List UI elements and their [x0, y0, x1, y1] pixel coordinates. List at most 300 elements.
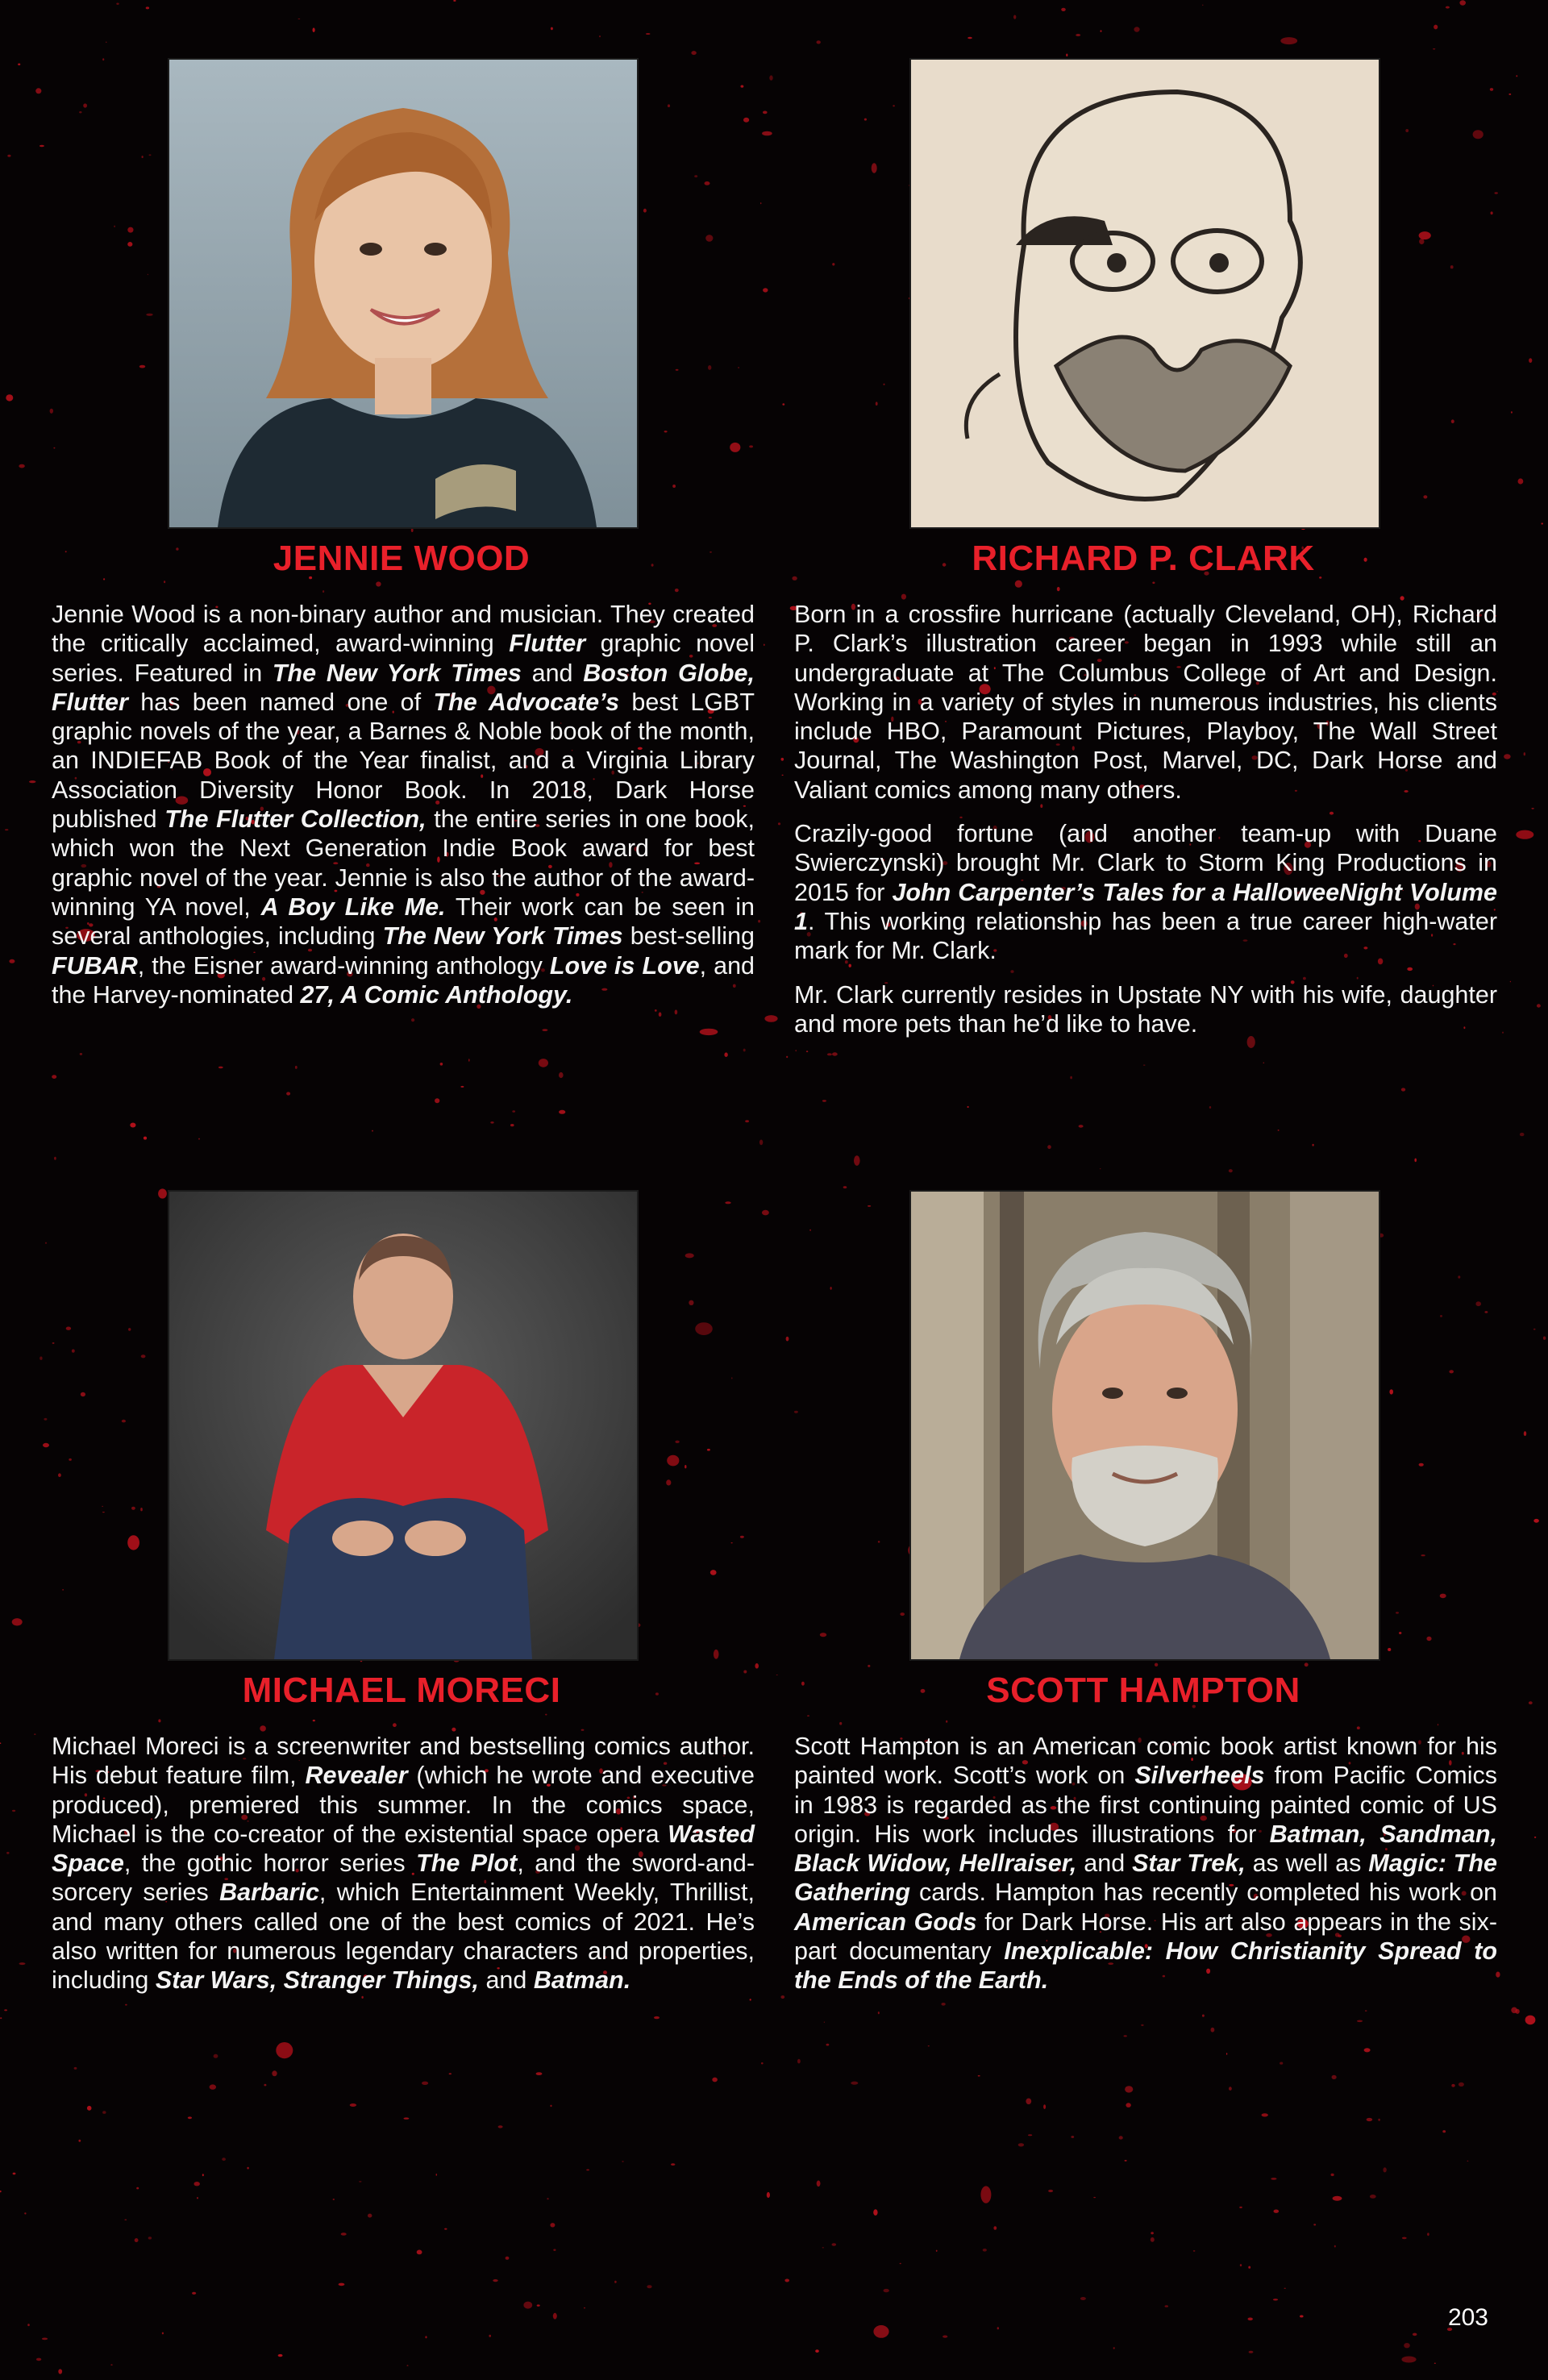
splatter-dot	[29, 780, 35, 783]
splatter-dot	[333, 2199, 335, 2200]
splatter-dot	[745, 1120, 749, 1122]
splatter-dot	[884, 384, 885, 385]
splatter-dot	[34, 1733, 36, 1735]
bio-text-run: from Pacific Comics in 1983 is regarded as the first continuing painted comic of US origin. His work includes illustrations for	[794, 1762, 1497, 1848]
splatter-dot	[1274, 2210, 1280, 2213]
splatter-dot	[83, 103, 87, 107]
splatter-dot	[1510, 981, 1511, 983]
splatter-dot	[1524, 752, 1525, 755]
splatter-dot	[53, 447, 55, 449]
splatter-dot	[1421, 1554, 1425, 1556]
splatter-dot	[1396, 1612, 1399, 1613]
splatter-dot	[901, 594, 906, 600]
splatter-dot	[731, 1377, 732, 1379]
splatter-dot	[313, 27, 315, 32]
splatter-dot	[536, 2072, 543, 2075]
splatter-dot	[1209, 1106, 1211, 1109]
splatter-dot	[404, 2117, 410, 2119]
splatter-dot	[1502, 1032, 1504, 1034]
bio-text-run: as well as	[1245, 1849, 1369, 1878]
splatter-dot	[144, 1137, 147, 1140]
splatter-dot	[5, 829, 8, 830]
splatter-dot	[809, 1230, 811, 1231]
splatter-dot	[654, 2016, 660, 2019]
splatter-dot	[1389, 1389, 1393, 1394]
splatter-dot	[550, 2223, 555, 2227]
splatter-dot	[581, 1729, 585, 1731]
splatter-dot	[755, 1663, 759, 1669]
splatter-dot	[9, 959, 15, 963]
splatter-dot	[1143, 1065, 1146, 1066]
splatter-dot	[131, 1507, 135, 1510]
splatter-dot	[675, 1441, 679, 1443]
splatter-dot	[782, 403, 784, 406]
splatter-dot	[724, 1052, 727, 1057]
splatter-dot	[198, 1138, 200, 1140]
splatter-dot	[694, 175, 697, 177]
splatter-dot	[36, 2358, 41, 2361]
portrait-michael-moreci	[169, 1192, 637, 1659]
bio-text-run: for Dark Horse. His art also appears in the six-part documentary	[794, 1908, 1497, 1966]
splatter-dot	[1152, 582, 1155, 585]
splatter-dot	[1124, 2035, 1127, 2037]
splatter-dot	[286, 1092, 290, 1095]
splatter-dot	[197, 2197, 198, 2199]
splatter-dot	[140, 1508, 143, 1511]
page-number: 203	[1447, 2304, 1488, 2331]
splatter-dot	[839, 1722, 842, 1725]
splatter-dot	[1534, 1837, 1536, 1838]
splatter-dot	[188, 2116, 192, 2119]
bio-title-emphasis: Silverheels	[1134, 1762, 1265, 1790]
splatter-dot	[1134, 27, 1139, 31]
richard-clark-bio	[794, 600, 1497, 1053]
splatter-dot	[559, 1110, 565, 1114]
bio-text-run: Mr. Clark currently resides in Upstate NY with his wife, daughter and more pets than he’d like to have.	[794, 980, 1497, 1038]
bio-title-emphasis: Inexplicable: How Christianity Spread to the Ends of the Earth.	[794, 1937, 1497, 1995]
splatter-dot	[878, 2012, 880, 2014]
splatter-dot	[0, 2017, 2, 2019]
splatter-dot	[372, 1130, 373, 1132]
bio-paragraph	[52, 600, 755, 1009]
scott-hampton-photo	[909, 1190, 1380, 1661]
splatter-dot	[1119, 2136, 1123, 2139]
splatter-dot	[444, 2228, 447, 2230]
splatter-dot	[1141, 2024, 1143, 2026]
splatter-dot	[523, 2302, 532, 2309]
splatter-dot	[7, 155, 10, 157]
splatter-dot	[1018, 2143, 1024, 2146]
splatter-dot	[218, 1067, 223, 1069]
splatter-dot	[1524, 1431, 1526, 1436]
portrait-jennie-wood	[169, 60, 637, 527]
splatter-dot	[983, 2249, 987, 2252]
splatter-dot	[643, 209, 647, 213]
splatter-dot	[1401, 2357, 1416, 2363]
bio-text-run: (which he wrote and executive produced), premiered this summer. In the comics space, Michael is the co-creator of the existential space opera	[52, 1762, 755, 1848]
splatter-dot	[646, 33, 651, 35]
jennie-wood-bio	[52, 600, 755, 1024]
bio-text-run: , the Eisner award-winning anthology	[137, 951, 550, 980]
bio-title-emphasis: American Gods	[794, 1908, 977, 1936]
splatter-dot	[87, 2106, 92, 2111]
splatter-dot	[1066, 54, 1067, 57]
splatter-dot	[158, 1719, 160, 1722]
bio-title-emphasis: FUBAR	[52, 951, 138, 980]
splatter-dot	[542, 1029, 547, 1031]
splatter-dot	[146, 6, 149, 9]
splatter-dot	[547, 2198, 548, 2199]
splatter-dot	[102, 2111, 106, 2114]
splatter-dot	[339, 2283, 345, 2286]
splatter-dot	[832, 263, 834, 265]
splatter-dot	[116, 2, 119, 4]
splatter-dot	[1229, 2087, 1232, 2091]
splatter-dot	[782, 775, 784, 776]
splatter-dot	[72, 1350, 75, 1353]
splatter-dot	[141, 1354, 146, 1358]
splatter-dot	[0, 1742, 1, 1744]
splatter-dot	[1248, 2318, 1253, 2321]
bio-text-run: Scott Hampton is an American comic book artist known for his painted work. Scott’s work on	[794, 1733, 1497, 1790]
splatter-dot	[69, 1458, 72, 1461]
splatter-dot	[1459, 0, 1466, 5]
splatter-dot	[313, 1720, 315, 1721]
splatter-dot	[1401, 1088, 1405, 1091]
splatter-dot	[764, 644, 765, 647]
splatter-dot	[1262, 2113, 1268, 2116]
splatter-dot	[743, 118, 749, 123]
splatter-dot	[978, 2075, 980, 2077]
splatter-dot	[42, 2338, 48, 2340]
splatter-dot	[1467, 2161, 1469, 2162]
splatter-dot	[689, 1300, 693, 1305]
splatter-dot	[162, 2332, 164, 2335]
splatter-dot	[1449, 1370, 1454, 1373]
splatter-dot	[1334, 2245, 1336, 2248]
splatter-dot	[122, 1420, 126, 1423]
splatter-dot	[19, 464, 24, 468]
splatter-dot	[710, 1570, 717, 1575]
bio-title-emphasis: 27, A Comic Anthology.	[300, 980, 573, 1009]
splatter-dot	[13, 2173, 16, 2175]
splatter-dot	[1367, 2118, 1373, 2121]
splatter-dot	[993, 2226, 997, 2230]
splatter-dot	[1280, 37, 1297, 44]
splatter-dot	[1070, 1076, 1072, 1080]
bio-text-run: Michael Moreci is a screenwriter and bestselling comics author. His debut feature film,	[52, 1733, 755, 1790]
bio-title-emphasis: Batman, Sandman, Black Widow, Hellraiser,	[794, 1820, 1497, 1878]
bio-title-emphasis: The Advocate’s	[433, 688, 620, 716]
splatter-dot	[691, 51, 696, 55]
bio-text-run: has been named one of	[127, 688, 434, 716]
splatter-dot	[1426, 1637, 1431, 1641]
splatter-dot	[1511, 411, 1513, 414]
splatter-dot	[1229, 1169, 1233, 1172]
splatter-dot	[767, 2192, 770, 2198]
splatter-dot	[27, 2324, 30, 2326]
splatter-dot	[1399, 1632, 1401, 1634]
splatter-dot	[1459, 2082, 1464, 2087]
splatter-dot	[164, 580, 165, 583]
splatter-dot	[52, 1342, 55, 1344]
bio-title-emphasis: Boston Globe,	[583, 659, 755, 687]
splatter-dot	[295, 1066, 298, 1069]
splatter-dot	[1529, 1701, 1533, 1704]
splatter-dot	[1048, 2190, 1053, 2192]
splatter-dot	[1491, 211, 1493, 214]
bio-paragraph	[52, 1732, 755, 1995]
splatter-dot	[1484, 1311, 1488, 1313]
splatter-dot	[1475, 1301, 1481, 1306]
splatter-dot	[1419, 239, 1424, 244]
splatter-dot	[1531, 808, 1533, 809]
splatter-dot	[50, 409, 53, 414]
splatter-dot	[1451, 2084, 1454, 2087]
splatter-dot	[749, 445, 753, 447]
splatter-dot	[868, 1205, 871, 1207]
splatter-dot	[490, 1121, 493, 1124]
splatter-dot	[452, 1728, 456, 1732]
splatter-dot	[148, 2236, 152, 2239]
splatter-dot	[510, 1124, 514, 1126]
splatter-dot	[705, 235, 713, 242]
splatter-dot	[760, 202, 761, 204]
bio-title-emphasis: Batman.	[533, 1966, 631, 1995]
splatter-dot	[1331, 2174, 1334, 2176]
splatter-dot	[1151, 2232, 1154, 2234]
splatter-dot	[741, 85, 744, 88]
splatter-dot	[35, 88, 41, 94]
splatter-dot	[1015, 580, 1022, 588]
bio-text-run: Their work can be seen in several anthologies, including	[52, 892, 755, 951]
splatter-dot	[1300, 2316, 1304, 2318]
splatter-dot	[1533, 1329, 1536, 1330]
splatter-dot	[1125, 2086, 1133, 2092]
splatter-dot	[671, 2163, 675, 2166]
splatter-dot	[667, 1455, 679, 1467]
splatter-dot	[247, 2167, 248, 2170]
splatter-dot	[158, 1188, 167, 1198]
splatter-dot	[127, 227, 133, 233]
splatter-dot	[731, 1542, 733, 1543]
splatter-dot	[102, 58, 104, 60]
splatter-dot	[498, 2125, 503, 2128]
splatter-dot	[873, 2325, 888, 2338]
jennie-wood-photo	[168, 58, 639, 529]
splatter-dot	[878, 1541, 880, 1542]
michael-moreci-name: MICHAEL MORECI	[242, 1671, 561, 1710]
splatter-dot	[449, 2073, 452, 2074]
splatter-dot	[130, 1123, 135, 1128]
splatter-dot	[900, 2263, 901, 2265]
splatter-dot	[127, 1535, 139, 1550]
splatter-dot	[707, 1449, 710, 1451]
splatter-dot	[1529, 358, 1532, 363]
splatter-dot	[506, 2257, 510, 2260]
splatter-dot	[79, 111, 81, 113]
splatter-dot	[769, 75, 772, 80]
splatter-dot	[1419, 1463, 1424, 1467]
bio-title-emphasis: Star Trek,	[1132, 1849, 1246, 1878]
splatter-dot	[1427, 2232, 1429, 2236]
splatter-dot	[43, 1443, 49, 1447]
splatter-dot	[832, 2243, 837, 2246]
splatter-dot	[210, 2084, 216, 2089]
splatter-dot	[350, 2103, 356, 2107]
splatter-dot	[1043, 2104, 1046, 2109]
splatter-dot	[1383, 2167, 1386, 2172]
bio-text-run: the entire series in one book, which won the Next Generation Indie Book award for best graphic novel of the year. Jennie is also the author of the award-winning YA novel,	[52, 805, 755, 921]
splatter-dot	[980, 2186, 991, 2203]
splatter-dot	[786, 1337, 789, 1342]
splatter-dot	[1126, 2103, 1130, 2107]
splatter-dot	[762, 131, 772, 136]
bio-title-emphasis: Wasted Space	[52, 1820, 755, 1878]
splatter-dot	[1405, 129, 1409, 132]
splatter-dot	[1537, 1004, 1541, 1007]
splatter-dot	[712, 2078, 718, 2082]
splatter-dot	[1370, 2195, 1376, 2199]
bio-text-run: . This working relationship has been a true career high-water mark for Mr. Clark.	[794, 907, 1497, 965]
splatter-dot	[1093, 2197, 1096, 2198]
bio-title-emphasis: Star Wars, Stranger Things,	[155, 1966, 479, 1995]
splatter-dot	[553, 2249, 556, 2251]
splatter-dot	[876, 402, 878, 406]
splatter-dot	[1202, 5, 1203, 6]
caricature-richard-clark	[911, 60, 1379, 527]
splatter-dot	[740, 1536, 744, 1538]
splatter-dot	[1542, 522, 1543, 524]
splatter-dot	[1278, 1130, 1280, 1131]
splatter-dot	[1125, 2160, 1127, 2162]
splatter-dot	[824, 2022, 825, 2023]
splatter-dot	[393, 1723, 397, 1727]
splatter-dot	[1357, 1726, 1360, 1729]
splatter-dot	[1284, 2288, 1286, 2289]
bio-text-run: , which Entertainment Weekly, Thrillist, and many others called one of the best comics of 2021. He’s also written for numerous legendary characters and properties, including	[52, 1879, 755, 1995]
splatter-dot	[40, 1357, 42, 1360]
bio-text-run: and	[521, 659, 584, 687]
splatter-dot	[943, 2336, 947, 2338]
splatter-dot	[1071, 2136, 1074, 2138]
splatter-dot	[1440, 1315, 1442, 1317]
splatter-dot	[743, 1049, 746, 1052]
splatter-dot	[1057, 587, 1060, 591]
splatter-dot	[468, 1059, 470, 1061]
splatter-dot	[489, 2335, 491, 2337]
splatter-dot	[586, 2170, 589, 2171]
splatter-dot	[127, 242, 132, 247]
splatter-dot	[1165, 2305, 1169, 2307]
splatter-dot	[1013, 15, 1016, 19]
bio-text-run: cards. Hampton has recently completed his work on	[910, 1879, 1497, 1907]
splatter-dot	[436, 2174, 438, 2176]
splatter-dot	[80, 1053, 82, 1055]
splatter-dot	[1365, 2010, 1367, 2011]
splatter-dot	[676, 369, 679, 371]
bio-text-run: , and the Harvey-nominated	[52, 951, 755, 1009]
splatter-dot	[78, 2140, 81, 2142]
splatter-dot	[202, 2174, 204, 2176]
splatter-dot	[1079, 1125, 1084, 1128]
splatter-dot	[19, 1962, 26, 1965]
splatter-dot	[763, 111, 768, 114]
splatter-dot	[1419, 231, 1431, 239]
bio-title-emphasis: The Flutter Collection,	[164, 805, 427, 834]
bio-paragraph	[794, 819, 1497, 965]
splatter-dot	[1442, 2130, 1446, 2132]
splatter-dot	[551, 27, 553, 31]
splatter-dot	[714, 1650, 719, 1659]
splatter-dot	[822, 2247, 824, 2248]
splatter-dot	[1080, 2297, 1086, 2300]
splatter-dot	[1543, 1337, 1546, 1340]
splatter-dot	[826, 2044, 830, 2046]
splatter-dot	[672, 485, 676, 488]
splatter-dot	[968, 37, 972, 40]
bio-text-run: graphic novel series. Featured in	[52, 630, 755, 687]
splatter-dot	[45, 1242, 47, 1244]
splatter-dot	[1280, 2062, 1283, 2065]
splatter-dot	[1458, 1275, 1460, 1279]
splatter-dot	[647, 2285, 651, 2288]
splatter-dot	[0, 2191, 2, 2192]
scott-hampton-name: SCOTT HAMPTON	[986, 1671, 1300, 1710]
splatter-dot	[460, 1086, 464, 1088]
splatter-dot	[417, 2250, 422, 2255]
splatter-dot	[81, 1392, 85, 1396]
splatter-dot	[1413, 2333, 1417, 2336]
splatter-dot	[512, 1110, 515, 1113]
splatter-dot	[827, 1053, 832, 1055]
splatter-dot	[1202, 2015, 1205, 2017]
splatter-dot	[376, 581, 381, 586]
bio-text-run: Born in a crossfire hurricane (actually Cleveland, OH), Richard P. Clark’s illustration career began in 1993 while still an undergraduate at The Columbus College of Art and Design. Working in a variety of styles in numerous industries, his clients include HBO, Paramount Pictures, Playboy, The Wall Street Journal, The Washington Post, Marvel, DC, Dark Horse and Valiant comics among many others.	[794, 601, 1497, 804]
splatter-dot	[1155, 1663, 1158, 1666]
bio-text-run: and	[479, 1966, 534, 1995]
bio-title-emphasis: John Carpenter’s Tales for a HalloweeNight Volume 1	[794, 878, 1497, 935]
splatter-dot	[1511, 2008, 1517, 2014]
splatter-dot	[194, 2182, 200, 2186]
splatter-dot	[900, 1612, 905, 1616]
portrait-scott-hampton	[911, 1192, 1379, 1659]
splatter-dot	[928, 2045, 930, 2046]
splatter-dot	[705, 181, 710, 185]
splatter-dot	[1357, 2020, 1363, 2023]
splatter-dot	[708, 365, 711, 370]
splatter-dot	[341, 2232, 347, 2236]
splatter-dot	[1028, 2134, 1032, 2136]
bio-title-emphasis: Flutter	[52, 688, 128, 716]
splatter-dot	[1061, 8, 1066, 11]
splatter-dot	[1100, 1168, 1101, 1169]
splatter-dot	[52, 1075, 56, 1079]
splatter-dot	[675, 589, 679, 592]
splatter-dot	[614, 2281, 617, 2283]
splatter-dot	[440, 1063, 443, 1066]
splatter-dot	[893, 105, 895, 106]
bio-text-run: best LGBT graphic novels of the year, a Barnes & Noble book of the month, an INDIEFAB Book of the Year finalist, and a Virginia Library Association Diversity Honor Book. In 2018, Dark Horse published	[52, 688, 755, 834]
splatter-dot	[864, 119, 867, 121]
splatter-dot	[1240, 2264, 1242, 2266]
splatter-dot	[815, 2349, 819, 2353]
splatter-dot	[1495, 192, 1498, 193]
splatter-dot	[1516, 830, 1533, 839]
splatter-dot	[936, 2250, 938, 2252]
splatter-dot	[784, 2279, 789, 2282]
splatter-dot	[946, 1721, 947, 1723]
